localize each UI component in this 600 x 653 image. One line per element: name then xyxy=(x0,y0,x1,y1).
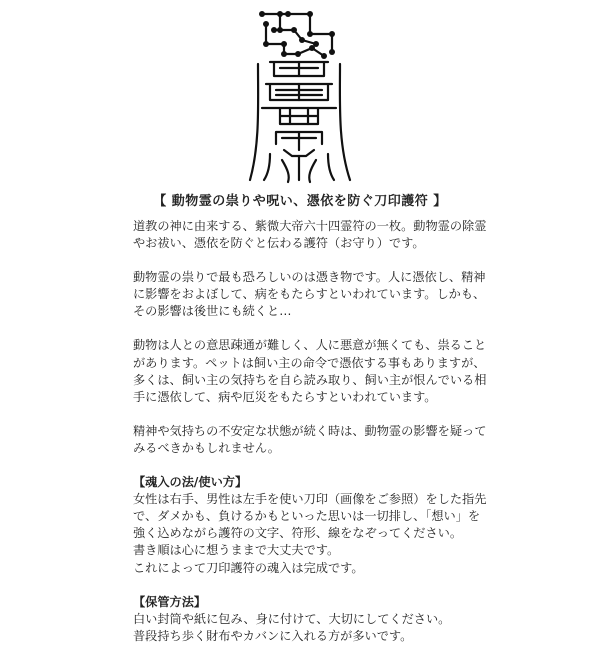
talisman-glyph-body xyxy=(250,62,350,182)
star-constellation-glyph xyxy=(259,11,335,59)
text-line: があります。ペットは飼い主の命令で憑依する事もありますが、 xyxy=(133,355,486,370)
text-line: 多くは、飼い主の気持ちを自ら読み取り、飼い主が恨んでいる相 xyxy=(133,372,487,387)
text-line: これによって刀印護符の魂入は完成です。 xyxy=(133,560,364,575)
storage-section-body xyxy=(133,611,478,645)
text-line: 書き順は心に想うままで大丈夫です。 xyxy=(133,543,340,558)
text-line: に影響をおよぼして、病をもたらすといわれています。しかも、 xyxy=(133,287,486,302)
text-line: で、ダメかも、負けるかもといった思いは一切排し、「想い」を xyxy=(133,509,481,524)
paragraph-animals xyxy=(133,337,487,405)
body-text xyxy=(133,218,487,653)
soul-section-heading: 【魂入の法/使い方】 xyxy=(133,475,248,490)
text-line: みるべきかもしれません。 xyxy=(133,440,280,455)
soul-section-body xyxy=(133,491,487,576)
talisman-seal-image xyxy=(240,4,360,184)
text-line: 道教の神に由来する、紫微大帝六十四霊符の一枚。動物霊の除霊 xyxy=(133,219,487,233)
paragraph-origin xyxy=(133,218,487,252)
text-line: 白い封筒や紙に包み、身に付けて、大切にしてください。 xyxy=(133,611,451,626)
text-line: 動物は人との意思疎通が難しく、人に悪意が無くても、祟ること xyxy=(133,338,487,353)
text-line: 強く込めながら護符の文字、符形、線をなぞってください。 xyxy=(133,526,463,541)
paragraph-possession xyxy=(133,269,486,320)
paragraph-advice xyxy=(133,423,487,457)
text-line: その影響は後世にも続くと… xyxy=(133,304,292,319)
text-line: 精神や気持ちの不安定な状態が続く時は、動物霊の影響を疑って xyxy=(133,423,487,438)
text-line: やお祓い、憑依を防ぐと伝わる護符（お守り）です。 xyxy=(133,236,425,251)
text-line: 動物霊の祟りで最も恐ろしいのは憑き物です。人に憑依し、精神 xyxy=(133,270,486,285)
text-line: 女性は右手、男性は左手を使い刀印（画像をご参照）をした指先 xyxy=(133,492,487,507)
document-title: 【 動物霊の祟りや呪い、憑依を防ぐ刀印護符 】 xyxy=(153,194,447,209)
text-line: 普段持ち歩く財布やカバンに入れる方が多いです。 xyxy=(133,628,413,643)
text-line: 手に憑依して、病や厄災をもたらすといわれています。 xyxy=(133,389,437,404)
storage-section-heading: 【保管方法】 xyxy=(133,594,207,609)
